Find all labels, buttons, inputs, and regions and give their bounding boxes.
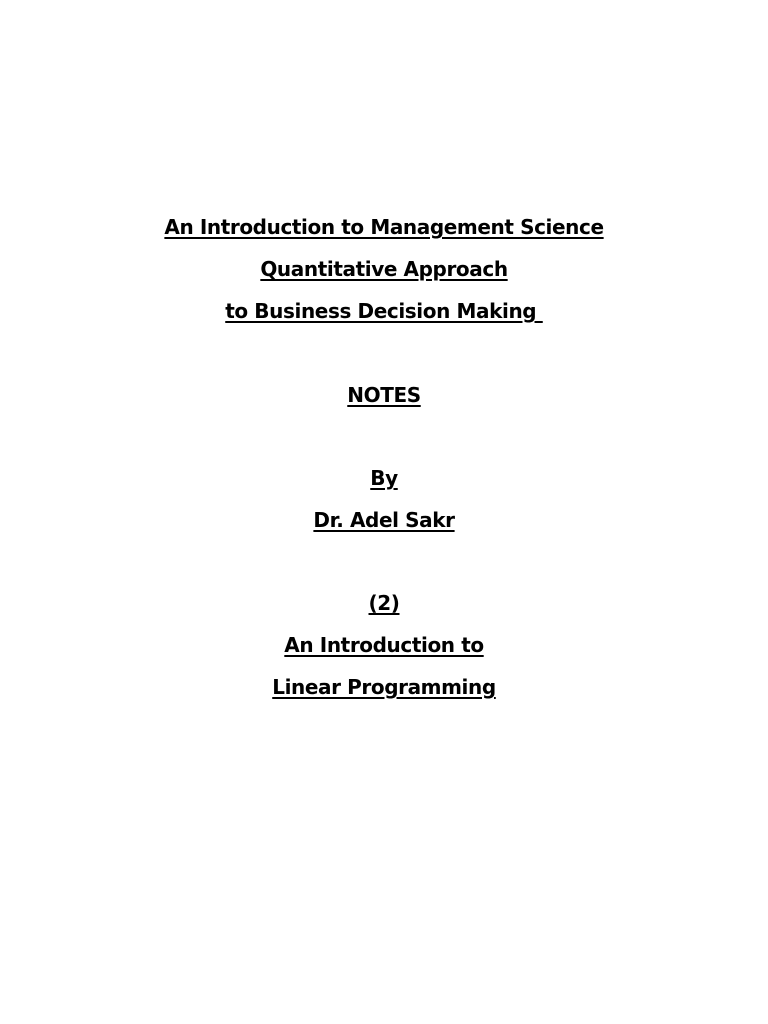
chapter-title-line-2-text: Linear Programming — [272, 675, 496, 699]
title-line-3-text: to Business Decision Making — [225, 299, 543, 323]
by-label-text: By — [370, 466, 398, 490]
by-label — [0, 465, 768, 491]
title-line-3 — [0, 298, 768, 324]
chapter-title-line-2 — [0, 674, 768, 700]
title-line-2-text: Quantitative Approach — [260, 257, 508, 281]
chapter-number-text: (2) — [368, 591, 400, 615]
author-name-text: Dr. Adel Sakr — [313, 508, 455, 532]
chapter-title-line-1-text: An Introduction to — [284, 633, 484, 657]
author-name — [0, 507, 768, 533]
chapter-number — [0, 590, 768, 616]
title-line-1-text: An Introduction to Management Science — [164, 215, 604, 239]
chapter-title-line-1 — [0, 632, 768, 658]
title-line-1 — [0, 214, 768, 240]
title-line-2 — [0, 256, 768, 282]
notes-label-text: NOTES — [347, 383, 421, 407]
notes-label — [0, 382, 768, 408]
